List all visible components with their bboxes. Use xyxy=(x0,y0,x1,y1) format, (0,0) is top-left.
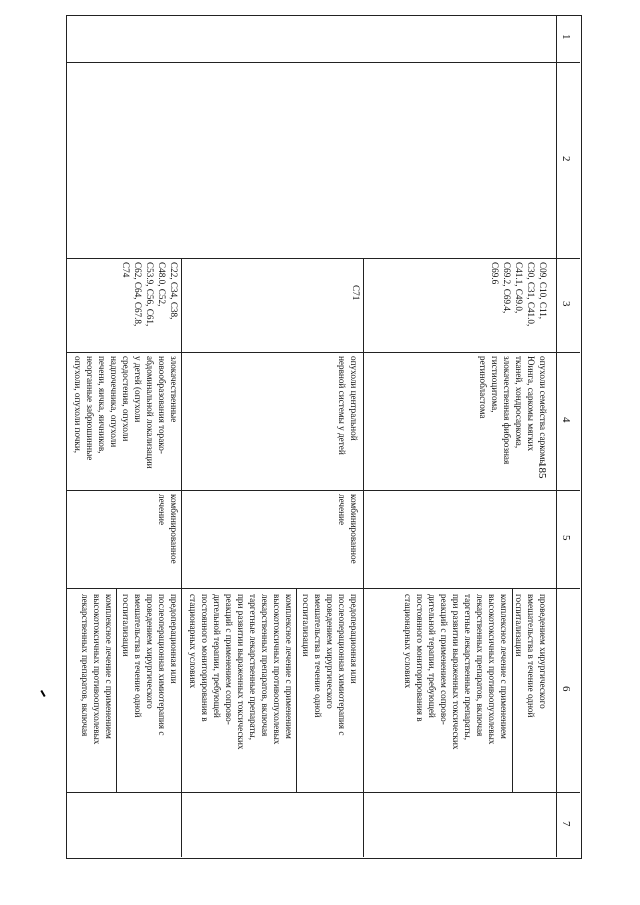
row3-method-a: предоперационная или послеоперационная химиотерапия с проведением хирургического вмешательства в течение одной госпитализации xyxy=(121,594,179,736)
col-divider-2-3 xyxy=(66,258,580,259)
row3-codes: C22, C34, C38, C48.0, C52, C53.9, C56, C61, C62, C64, C67.8, C74 xyxy=(121,262,179,327)
row3-condition: злокачественные новообразования торако- абдоминальной локализации у детей (опухоли средостения, опухоли надпочечника, опухоли печени, яичка, яичников, неорганные забрюшинные опухоли, опухоли почки, xyxy=(73,356,179,469)
row2-condition: опухоли центральной нервной системы у детей xyxy=(337,356,359,455)
row1-method-a: проведением хирургического вмешательства в течение одной госпитализации xyxy=(514,594,548,718)
row3-inner-divider xyxy=(116,588,117,792)
scan-mark xyxy=(40,690,45,697)
header-col-6: 6 xyxy=(560,686,572,692)
col-divider-6-7 xyxy=(66,792,580,793)
header-col-3: 3 xyxy=(560,301,572,307)
header-col-5: 5 xyxy=(560,535,572,541)
col-divider-4-5 xyxy=(66,490,580,491)
row3-method-b: комплексное лечение с применением высокотоксичных противоопухолевых лекарственных препаратов, включая xyxy=(80,594,114,745)
header-col-1: 1 xyxy=(560,34,572,40)
row2-method-a: предоперационная или послеоперационная химиотерапия с проведением хирургического вмешательства в течение одной госпитализации xyxy=(301,594,359,736)
row-divider xyxy=(363,258,364,857)
header-col-2: 2 xyxy=(560,156,572,162)
row3-treatment: комбинированное лечение xyxy=(157,494,179,564)
row1-inner-divider xyxy=(512,588,513,792)
col-divider-5-6 xyxy=(66,588,580,589)
page-number: 185 xyxy=(536,462,548,479)
header-divider xyxy=(556,15,557,857)
row1-method-b: комплексное лечение с применением высокотоксичных противоопухолевых лекарственных препаратов, включая таргетные лекарственные препараты, при развитии выраженных токсических реакций с применением сопрово- дительной терапии, требующей постоянного мониторирования в стационарных условиях xyxy=(403,594,509,750)
row2-treatment: комбинированное лечение xyxy=(337,494,359,564)
row1-condition: опухоли семейства саркомы Юинга, саркомы мягких тканей, хондросаркома, злокачественная фиброзная гистиоцитома, ретинобластома xyxy=(478,356,548,466)
header-col-7: 7 xyxy=(560,821,572,827)
header-col-4: 4 xyxy=(560,417,572,423)
row2-method-b: комплексное лечение с применением высокотоксичных противоопухолевых лекарственных препаратов, включая таргетные лекарственные препараты, при развитии выраженных токсических реакций с применением сопрово- дительной терапии, требующей постоянного мониторирования в стационарных условиях xyxy=(188,594,294,750)
row-divider xyxy=(181,258,182,857)
col-divider-3-4 xyxy=(66,352,580,353)
row1-codes: C09, C10, C11, C30, C31, C41.0, C41.1, C49.0, C69.2, C69.4, C69.6 xyxy=(490,262,548,327)
col-divider-1-2 xyxy=(66,62,580,63)
row2-codes: C71 xyxy=(351,285,361,301)
row2-inner-divider xyxy=(296,588,297,792)
